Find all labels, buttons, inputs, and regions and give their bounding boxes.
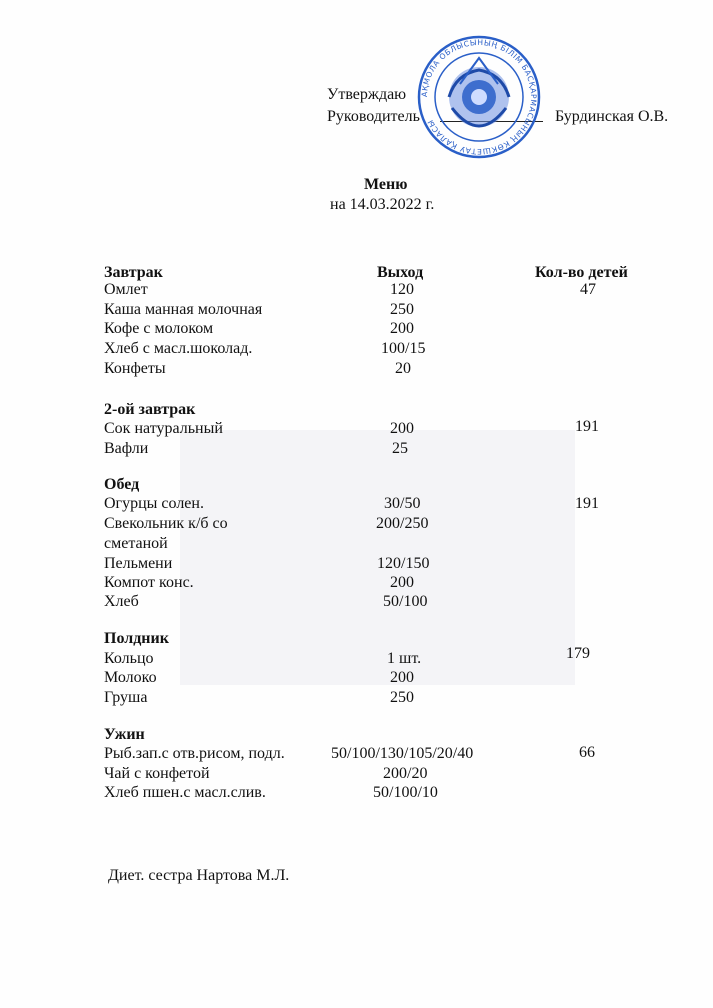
seal-text: АҚМОЛА ОБЛЫСЫНЫҢ БІЛІМ БАСҚАРМАСЫНЫҢ КӨКШЕТАУ ҚАЛАСЫ [419, 37, 539, 157]
column-output-header: Выход [377, 264, 424, 281]
menu-item: Свекольник к/б со [104, 515, 228, 532]
menu-item: Огурцы солен. [104, 495, 204, 512]
menu-item: Компот конс. [104, 574, 194, 591]
snack-kids: 179 [566, 645, 590, 662]
menu-item-output: 50/100/130/105/20/40 [331, 745, 474, 762]
menu-item-output: 120/150 [377, 555, 430, 572]
menu-item-output: 200 [390, 320, 414, 337]
dinner-kids: 66 [579, 744, 595, 761]
second-breakfast-kids: 191 [575, 418, 599, 435]
section-title: Ужин [104, 726, 145, 743]
menu-item: Хлеб с масл.шоколад. [104, 340, 253, 357]
menu-item-output: 25 [392, 440, 408, 457]
menu-item: Хлеб пшен.с масл.слив. [104, 784, 266, 801]
menu-item-output: 120 [390, 281, 414, 298]
menu-item-output: 30/50 [384, 495, 421, 512]
menu-item-output: 250 [390, 301, 414, 318]
menu-item: Кольцо [104, 650, 154, 667]
menu-date: на 14.03.2022 г. [330, 196, 435, 213]
menu-item-output: 250 [390, 689, 414, 706]
menu-item: Вафли [104, 440, 149, 457]
menu-item: Хлеб [104, 593, 139, 610]
menu-item: Конфеты [104, 360, 166, 377]
menu-item-output: 200 [390, 420, 414, 437]
menu-item: Омлет [104, 281, 148, 298]
menu-item: Груша [104, 689, 148, 706]
footer-signature: Диет. сестра Нартова М.Л. [108, 867, 290, 884]
menu-item-output: 200 [390, 669, 414, 686]
menu-item: Кофе с молоком [104, 320, 214, 337]
menu-item-output: 20 [395, 360, 411, 377]
menu-item-output: 200/20 [383, 765, 428, 782]
column-meal-header: Завтрак [104, 264, 163, 281]
official-seal [416, 34, 542, 160]
menu-item: Молоко [104, 669, 157, 686]
approval-role: Руководитель [327, 108, 420, 125]
menu-item-output: 200 [390, 574, 414, 591]
menu-item-output: 100/15 [381, 340, 426, 357]
section-title: Полдник [104, 630, 169, 647]
menu-item: сметаной [104, 535, 168, 552]
breakfast-kids: 47 [580, 281, 596, 298]
approval-name: Бурдинская О.В. [555, 108, 669, 125]
menu-item: Пельмени [104, 555, 173, 572]
section-title: 2-ой завтрак [104, 401, 196, 418]
menu-item: Сок натуральный [104, 420, 223, 437]
menu-item-output: 50/100/10 [373, 784, 438, 801]
menu-item: Рыб.зап.с отв.рисом, подл. [104, 745, 285, 762]
menu-item-output: 200/250 [376, 515, 429, 532]
section-title: Обед [104, 476, 140, 493]
menu-title: Меню [364, 176, 408, 193]
menu-item: Чай с конфетой [104, 765, 210, 782]
lunch-kids: 191 [575, 495, 599, 512]
column-kids-header: Кол-во детей [535, 264, 628, 281]
menu-item-output: 50/100 [383, 593, 428, 610]
menu-item: Каша манная молочная [104, 301, 263, 318]
approval-label: Утверждаю [327, 86, 407, 103]
menu-item-output: 1 шт. [387, 650, 422, 667]
